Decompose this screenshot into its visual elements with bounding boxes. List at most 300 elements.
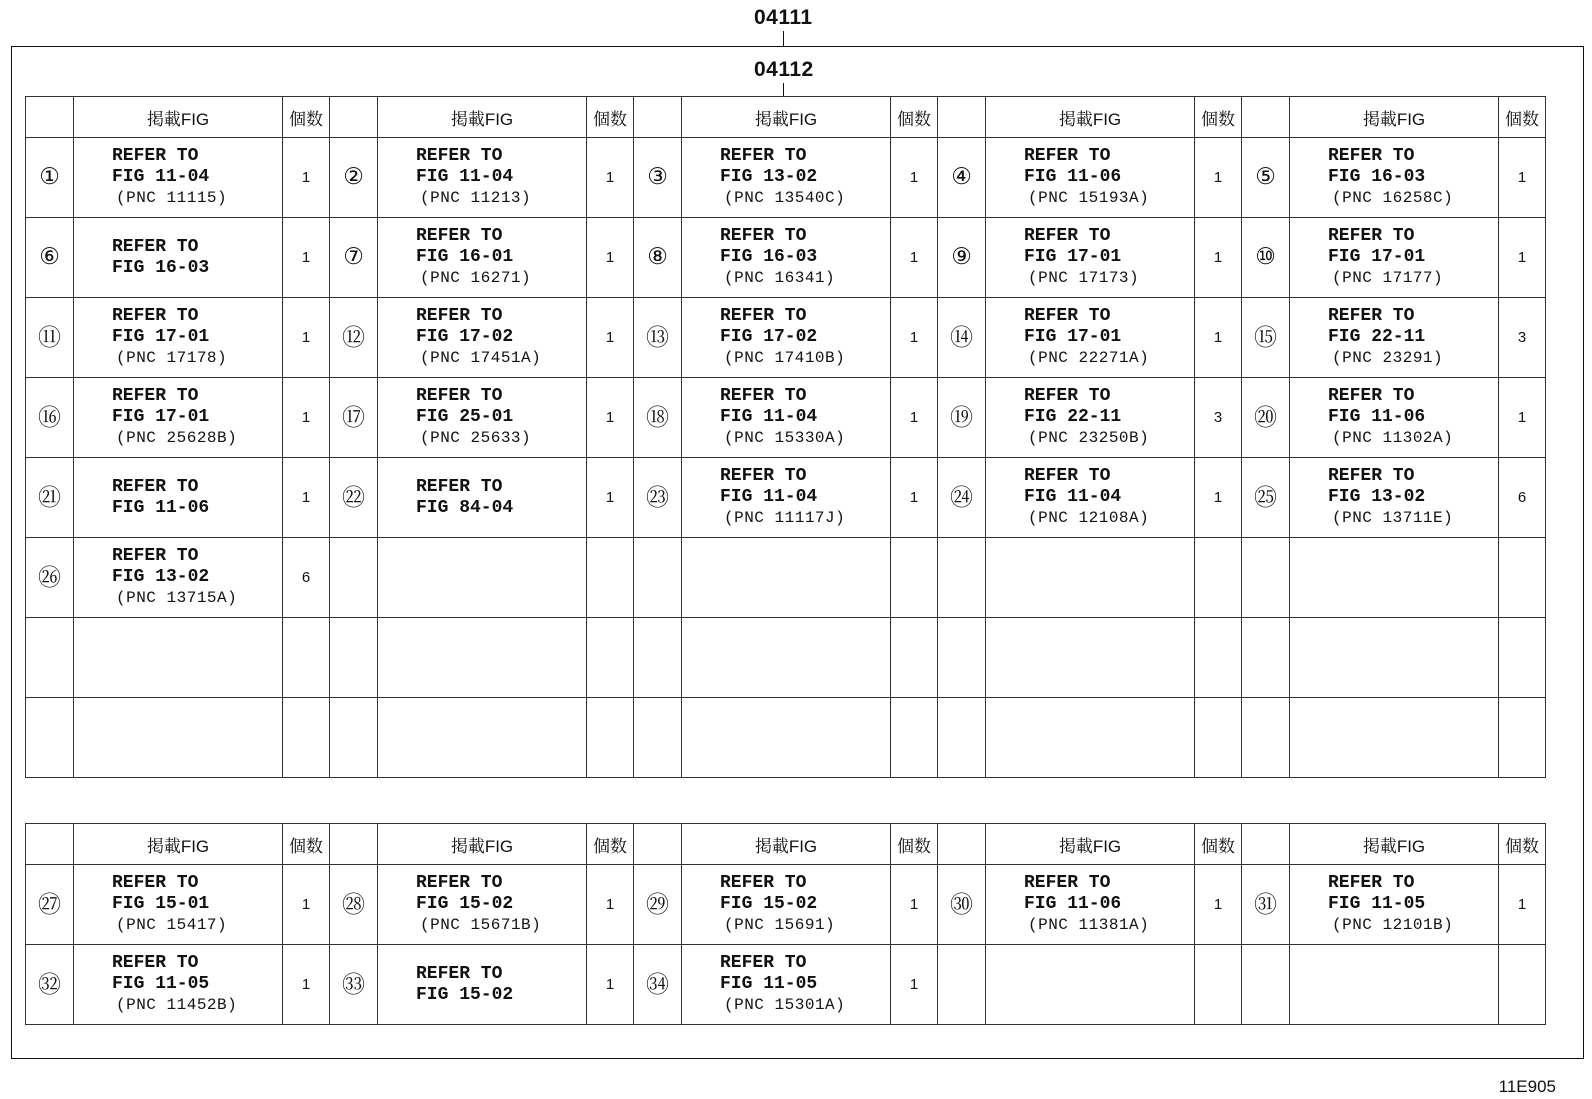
parts-table-main bbox=[25, 96, 1546, 778]
item-number-cell bbox=[26, 378, 74, 458]
table-row bbox=[26, 618, 1546, 698]
quantity-cell bbox=[1195, 218, 1242, 298]
quantity-value: 1 bbox=[909, 169, 919, 186]
item-number-cell bbox=[938, 138, 986, 218]
quantity-value: 1 bbox=[909, 409, 919, 426]
header-fig: 掲載FIG bbox=[986, 824, 1195, 865]
refer-label: REFER TO bbox=[416, 873, 503, 893]
fig-reference: FIG 15-02 bbox=[416, 984, 514, 1005]
refer-label: REFER TO bbox=[1024, 146, 1111, 166]
reference-cell bbox=[74, 945, 283, 1025]
fig-reference: FIG 22-11 bbox=[1024, 407, 1122, 427]
fig-reference: FIG 16-03 bbox=[720, 247, 818, 267]
table-row bbox=[26, 138, 1546, 218]
reference-cell bbox=[986, 218, 1195, 298]
reference-cell bbox=[682, 298, 891, 378]
reference-cell bbox=[378, 865, 587, 945]
quantity-value: 1 bbox=[301, 896, 311, 913]
item-number-badge: ⑤ bbox=[1255, 163, 1276, 190]
reference-cell bbox=[986, 945, 1195, 1025]
fig-reference: FIG 17-02 bbox=[416, 327, 514, 347]
item-number-badge: ⑱ bbox=[646, 404, 669, 431]
refer-label: REFER TO bbox=[112, 146, 199, 166]
pnc-number: (PNC 17178) bbox=[116, 349, 228, 367]
quantity-value: 1 bbox=[909, 329, 919, 346]
reference-cell bbox=[74, 698, 283, 778]
header-row bbox=[26, 824, 1546, 865]
refer-label: REFER TO bbox=[416, 963, 503, 984]
refer-label: REFER TO bbox=[720, 386, 807, 406]
top-code-leader bbox=[783, 31, 784, 46]
quantity-cell bbox=[891, 138, 938, 218]
reference-cell bbox=[1290, 865, 1499, 945]
item-number-cell bbox=[330, 698, 378, 778]
reference-cell bbox=[378, 378, 587, 458]
quantity-cell bbox=[1499, 618, 1546, 698]
quantity-cell bbox=[587, 698, 634, 778]
quantity-value: 1 bbox=[909, 976, 919, 993]
item-number-badge: ㉚ bbox=[950, 891, 973, 918]
reference-cell bbox=[682, 865, 891, 945]
fig-reference: FIG 84-04 bbox=[416, 497, 514, 518]
item-number-cell bbox=[330, 945, 378, 1025]
quantity-value: 1 bbox=[1213, 169, 1223, 186]
pnc-number: (PNC 11302A) bbox=[1332, 429, 1454, 447]
item-number-cell bbox=[1242, 298, 1290, 378]
pnc-number: (PNC 15330A) bbox=[724, 429, 846, 447]
pnc-number: (PNC 15301A) bbox=[724, 996, 846, 1014]
pnc-number: (PNC 25628B) bbox=[116, 429, 238, 447]
quantity-cell bbox=[283, 538, 330, 618]
refer-label: REFER TO bbox=[1328, 306, 1415, 326]
quantity-value: 1 bbox=[1213, 896, 1223, 913]
item-number-badge: ⑬ bbox=[646, 324, 669, 351]
quantity-cell bbox=[587, 218, 634, 298]
item-number-cell bbox=[1242, 218, 1290, 298]
item-number-cell bbox=[938, 298, 986, 378]
header-blank bbox=[634, 824, 682, 865]
reference-cell bbox=[682, 698, 891, 778]
reference-cell bbox=[74, 378, 283, 458]
header-qty: 個数 bbox=[891, 97, 938, 138]
item-number-badge: ⑧ bbox=[647, 243, 668, 270]
reference-cell bbox=[378, 698, 587, 778]
item-number-cell bbox=[938, 218, 986, 298]
item-number-badge: ㉘ bbox=[342, 891, 365, 918]
quantity-value: 1 bbox=[605, 896, 615, 913]
quantity-value: 1 bbox=[1213, 489, 1223, 506]
item-number-cell bbox=[634, 138, 682, 218]
quantity-cell bbox=[283, 865, 330, 945]
fig-reference: FIG 13-02 bbox=[1328, 487, 1426, 507]
item-number-cell bbox=[330, 458, 378, 538]
item-number-cell bbox=[26, 538, 74, 618]
item-number-cell bbox=[938, 458, 986, 538]
reference-cell bbox=[986, 865, 1195, 945]
quantity-cell bbox=[283, 458, 330, 538]
pnc-number: (PNC 15417) bbox=[116, 916, 228, 934]
item-number-cell bbox=[938, 698, 986, 778]
quantity-cell bbox=[587, 618, 634, 698]
item-number-badge: ㉔ bbox=[950, 484, 973, 511]
quantity-cell bbox=[587, 458, 634, 538]
fig-reference: FIG 15-02 bbox=[720, 894, 818, 914]
fig-reference: FIG 11-04 bbox=[416, 167, 514, 187]
item-number-badge: ㉛ bbox=[1254, 891, 1277, 918]
table-row bbox=[26, 458, 1546, 538]
table-row bbox=[26, 865, 1546, 945]
refer-label: REFER TO bbox=[112, 386, 199, 406]
item-number-cell bbox=[1242, 618, 1290, 698]
item-number-badge: ⑦ bbox=[343, 243, 364, 270]
reference-cell bbox=[1290, 378, 1499, 458]
quantity-cell bbox=[283, 945, 330, 1025]
item-number-badge: ㉓ bbox=[646, 484, 669, 511]
inner-code-leader bbox=[783, 83, 784, 96]
refer-label: REFER TO bbox=[1024, 386, 1111, 406]
header-qty: 個数 bbox=[891, 824, 938, 865]
item-number-badge: ⑰ bbox=[342, 404, 365, 431]
fig-reference: FIG 16-01 bbox=[416, 247, 514, 267]
refer-label: REFER TO bbox=[112, 236, 199, 257]
pnc-number: (PNC 16271) bbox=[420, 269, 532, 287]
refer-label: REFER TO bbox=[720, 306, 807, 326]
pnc-number: (PNC 11452B) bbox=[116, 996, 238, 1014]
refer-label: REFER TO bbox=[416, 386, 503, 406]
header-blank bbox=[938, 824, 986, 865]
quantity-value: 1 bbox=[909, 489, 919, 506]
quantity-cell bbox=[283, 698, 330, 778]
pnc-number: (PNC 11117J) bbox=[724, 509, 846, 527]
pnc-number: (PNC 13540C) bbox=[724, 189, 846, 207]
pnc-number: (PNC 12108A) bbox=[1028, 509, 1150, 527]
quantity-value: 1 bbox=[605, 489, 615, 506]
refer-label: REFER TO bbox=[720, 873, 807, 893]
header-blank bbox=[634, 97, 682, 138]
refer-label: REFER TO bbox=[112, 306, 199, 326]
header-fig: 掲載FIG bbox=[1290, 824, 1499, 865]
refer-label: REFER TO bbox=[1024, 306, 1111, 326]
fig-reference: FIG 22-11 bbox=[1328, 327, 1426, 347]
quantity-value: 1 bbox=[301, 409, 311, 426]
quantity-value: 1 bbox=[301, 249, 311, 266]
quantity-cell bbox=[891, 458, 938, 538]
quantity-cell bbox=[1499, 378, 1546, 458]
pnc-number: (PNC 13711E) bbox=[1332, 509, 1454, 527]
item-number-cell bbox=[634, 218, 682, 298]
quantity-cell bbox=[1499, 865, 1546, 945]
quantity-cell bbox=[587, 945, 634, 1025]
table-row bbox=[26, 945, 1546, 1025]
reference-cell bbox=[986, 538, 1195, 618]
reference-cell bbox=[378, 458, 587, 538]
quantity-cell bbox=[1499, 945, 1546, 1025]
refer-label: REFER TO bbox=[112, 546, 199, 566]
item-number-cell bbox=[938, 865, 986, 945]
pnc-number: (PNC 17177) bbox=[1332, 269, 1444, 287]
fig-reference: FIG 13-02 bbox=[112, 567, 210, 587]
pnc-number: (PNC 22271A) bbox=[1028, 349, 1150, 367]
quantity-cell bbox=[891, 218, 938, 298]
item-number-badge: ⑫ bbox=[342, 324, 365, 351]
reference-cell bbox=[986, 698, 1195, 778]
refer-label: REFER TO bbox=[720, 953, 807, 973]
header-blank bbox=[1242, 824, 1290, 865]
item-number-badge: ⑨ bbox=[951, 243, 972, 270]
pnc-number: (PNC 16341) bbox=[724, 269, 836, 287]
quantity-value: 1 bbox=[605, 249, 615, 266]
refer-label: REFER TO bbox=[416, 476, 503, 497]
quantity-value: 1 bbox=[301, 976, 311, 993]
reference-cell bbox=[378, 298, 587, 378]
quantity-value: 1 bbox=[909, 249, 919, 266]
item-number-cell bbox=[1242, 945, 1290, 1025]
quantity-cell bbox=[283, 138, 330, 218]
fig-reference: FIG 11-06 bbox=[1328, 407, 1426, 427]
quantity-cell bbox=[1499, 298, 1546, 378]
header-blank bbox=[1242, 97, 1290, 138]
top-code: 04111 bbox=[754, 6, 813, 29]
reference-cell bbox=[986, 378, 1195, 458]
quantity-cell bbox=[1499, 458, 1546, 538]
header-blank bbox=[938, 97, 986, 138]
item-number-cell bbox=[26, 138, 74, 218]
quantity-cell bbox=[891, 698, 938, 778]
item-number-cell bbox=[26, 218, 74, 298]
quantity-cell bbox=[891, 538, 938, 618]
refer-label: REFER TO bbox=[1328, 146, 1415, 166]
refer-label: REFER TO bbox=[112, 953, 199, 973]
pnc-number: (PNC 15193A) bbox=[1028, 189, 1150, 207]
quantity-cell bbox=[891, 298, 938, 378]
quantity-cell bbox=[891, 945, 938, 1025]
reference-cell bbox=[74, 218, 283, 298]
refer-label: REFER TO bbox=[1024, 226, 1111, 246]
quantity-cell bbox=[1195, 698, 1242, 778]
item-number-cell bbox=[26, 945, 74, 1025]
pnc-number: (PNC 17451A) bbox=[420, 349, 542, 367]
item-number-badge: ⑮ bbox=[1254, 324, 1277, 351]
item-number-badge: ㉜ bbox=[38, 971, 61, 998]
item-number-cell bbox=[1242, 138, 1290, 218]
reference-cell bbox=[682, 138, 891, 218]
refer-label: REFER TO bbox=[720, 226, 807, 246]
header-fig: 掲載FIG bbox=[986, 97, 1195, 138]
quantity-cell bbox=[1195, 378, 1242, 458]
pnc-number: (PNC 25633) bbox=[420, 429, 532, 447]
item-number-cell bbox=[1242, 458, 1290, 538]
quantity-cell bbox=[1499, 218, 1546, 298]
header-qty: 個数 bbox=[1499, 824, 1546, 865]
header-blank bbox=[330, 97, 378, 138]
pnc-number: (PNC 11115) bbox=[116, 189, 228, 207]
fig-reference: FIG 17-01 bbox=[1328, 247, 1426, 267]
quantity-cell bbox=[1499, 538, 1546, 618]
quantity-value: 6 bbox=[301, 569, 311, 586]
drawing-id: 11E905 bbox=[1498, 1077, 1556, 1096]
reference-cell bbox=[1290, 298, 1499, 378]
item-number-cell bbox=[26, 698, 74, 778]
refer-label: REFER TO bbox=[1328, 466, 1415, 486]
item-number-cell bbox=[634, 865, 682, 945]
item-number-badge: ㉒ bbox=[342, 484, 365, 511]
item-number-cell bbox=[1242, 698, 1290, 778]
item-number-badge: ㉙ bbox=[646, 891, 669, 918]
item-number-cell bbox=[1242, 538, 1290, 618]
quantity-cell bbox=[587, 865, 634, 945]
header-fig: 掲載FIG bbox=[74, 824, 283, 865]
quantity-cell bbox=[1195, 945, 1242, 1025]
item-number-cell bbox=[26, 618, 74, 698]
reference-cell bbox=[682, 218, 891, 298]
refer-label: REFER TO bbox=[416, 146, 503, 166]
quantity-value: 1 bbox=[605, 169, 615, 186]
item-number-cell bbox=[26, 298, 74, 378]
pnc-number: (PNC 15691) bbox=[724, 916, 836, 934]
table-row bbox=[26, 378, 1546, 458]
header-row bbox=[26, 97, 1546, 138]
pnc-number: (PNC 17173) bbox=[1028, 269, 1140, 287]
item-number-cell bbox=[330, 538, 378, 618]
inner-code: 04112 bbox=[754, 58, 814, 81]
quantity-cell bbox=[1195, 298, 1242, 378]
quantity-value: 1 bbox=[301, 169, 311, 186]
fig-reference: FIG 11-04 bbox=[720, 407, 818, 427]
refer-label: REFER TO bbox=[112, 873, 199, 893]
header-fig: 掲載FIG bbox=[1290, 97, 1499, 138]
reference-cell bbox=[378, 138, 587, 218]
quantity-cell bbox=[891, 378, 938, 458]
header-fig: 掲載FIG bbox=[378, 97, 587, 138]
item-number-cell bbox=[330, 618, 378, 698]
fig-reference: FIG 25-01 bbox=[416, 407, 514, 427]
fig-reference: FIG 15-01 bbox=[112, 894, 210, 914]
item-number-badge: ⑭ bbox=[950, 324, 973, 351]
item-number-cell bbox=[938, 538, 986, 618]
quantity-cell bbox=[891, 618, 938, 698]
quantity-value: 1 bbox=[1213, 329, 1223, 346]
fig-reference: FIG 11-04 bbox=[1024, 487, 1122, 507]
item-number-cell bbox=[634, 538, 682, 618]
pnc-number: (PNC 23250B) bbox=[1028, 429, 1150, 447]
reference-cell bbox=[74, 865, 283, 945]
reference-cell bbox=[1290, 458, 1499, 538]
reference-cell bbox=[986, 458, 1195, 538]
header-blank bbox=[330, 824, 378, 865]
fig-reference: FIG 16-03 bbox=[1328, 167, 1426, 187]
fig-reference: FIG 11-05 bbox=[112, 974, 210, 994]
item-number-cell bbox=[634, 298, 682, 378]
fig-reference: FIG 17-01 bbox=[112, 327, 210, 347]
quantity-value: 1 bbox=[605, 329, 615, 346]
quantity-value: 1 bbox=[605, 976, 615, 993]
item-number-cell bbox=[634, 698, 682, 778]
reference-cell bbox=[378, 945, 587, 1025]
parts-table-secondary bbox=[25, 823, 1546, 1025]
reference-cell bbox=[74, 618, 283, 698]
reference-cell bbox=[1290, 138, 1499, 218]
reference-cell bbox=[1290, 698, 1499, 778]
reference-cell bbox=[74, 538, 283, 618]
item-number-badge: ㉖ bbox=[38, 564, 61, 591]
quantity-cell bbox=[1195, 138, 1242, 218]
reference-cell bbox=[1290, 538, 1499, 618]
quantity-cell bbox=[891, 865, 938, 945]
item-number-badge: ⑪ bbox=[38, 324, 61, 351]
quantity-cell bbox=[587, 538, 634, 618]
quantity-value: 1 bbox=[1517, 169, 1527, 186]
pnc-number: (PNC 12101B) bbox=[1332, 916, 1454, 934]
fig-reference: FIG 11-06 bbox=[1024, 894, 1122, 914]
refer-label: REFER TO bbox=[1024, 873, 1111, 893]
fig-reference: FIG 11-06 bbox=[112, 497, 210, 518]
refer-label: REFER TO bbox=[1024, 466, 1111, 486]
fig-reference: FIG 11-05 bbox=[720, 974, 818, 994]
item-number-cell bbox=[330, 138, 378, 218]
item-number-cell bbox=[634, 945, 682, 1025]
item-number-cell bbox=[330, 298, 378, 378]
fig-reference: FIG 17-01 bbox=[112, 407, 210, 427]
quantity-cell bbox=[1499, 698, 1546, 778]
reference-cell bbox=[378, 538, 587, 618]
fig-reference: FIG 11-06 bbox=[1024, 167, 1122, 187]
item-number-cell bbox=[1242, 378, 1290, 458]
item-number-cell bbox=[634, 458, 682, 538]
table-row bbox=[26, 538, 1546, 618]
quantity-value: 1 bbox=[909, 896, 919, 913]
quantity-value: 1 bbox=[1517, 409, 1527, 426]
reference-cell bbox=[682, 458, 891, 538]
header-blank bbox=[26, 97, 74, 138]
item-number-badge: ⑥ bbox=[39, 243, 60, 270]
item-number-badge: ② bbox=[343, 163, 364, 190]
quantity-cell bbox=[1195, 538, 1242, 618]
quantity-value: 1 bbox=[1213, 249, 1223, 266]
header-fig: 掲載FIG bbox=[378, 824, 587, 865]
reference-cell bbox=[74, 138, 283, 218]
quantity-cell bbox=[283, 378, 330, 458]
refer-label: REFER TO bbox=[416, 306, 503, 326]
item-number-badge: ⑯ bbox=[38, 404, 61, 431]
item-number-cell bbox=[330, 378, 378, 458]
reference-cell bbox=[378, 218, 587, 298]
header-qty: 個数 bbox=[1195, 824, 1242, 865]
fig-reference: FIG 17-01 bbox=[1024, 327, 1122, 347]
quantity-value: 6 bbox=[1517, 489, 1527, 506]
reference-cell bbox=[74, 458, 283, 538]
refer-label: REFER TO bbox=[1328, 226, 1415, 246]
fig-reference: FIG 11-04 bbox=[112, 167, 210, 187]
item-number-cell bbox=[938, 945, 986, 1025]
quantity-cell bbox=[1195, 458, 1242, 538]
pnc-number: (PNC 16258C) bbox=[1332, 189, 1454, 207]
fig-reference: FIG 11-05 bbox=[1328, 894, 1426, 914]
fig-reference: FIG 17-01 bbox=[1024, 247, 1122, 267]
quantity-cell bbox=[587, 298, 634, 378]
pnc-number: (PNC 13715A) bbox=[116, 589, 238, 607]
pnc-number: (PNC 11381A) bbox=[1028, 916, 1150, 934]
reference-cell bbox=[74, 298, 283, 378]
header-blank bbox=[26, 824, 74, 865]
quantity-value: 1 bbox=[605, 409, 615, 426]
item-number-badge: ㉗ bbox=[38, 891, 61, 918]
fig-reference: FIG 17-02 bbox=[720, 327, 818, 347]
pnc-number: (PNC 11213) bbox=[420, 189, 532, 207]
pnc-number: (PNC 17410B) bbox=[724, 349, 846, 367]
item-number-cell bbox=[1242, 865, 1290, 945]
refer-label: REFER TO bbox=[112, 476, 199, 497]
reference-cell bbox=[682, 538, 891, 618]
